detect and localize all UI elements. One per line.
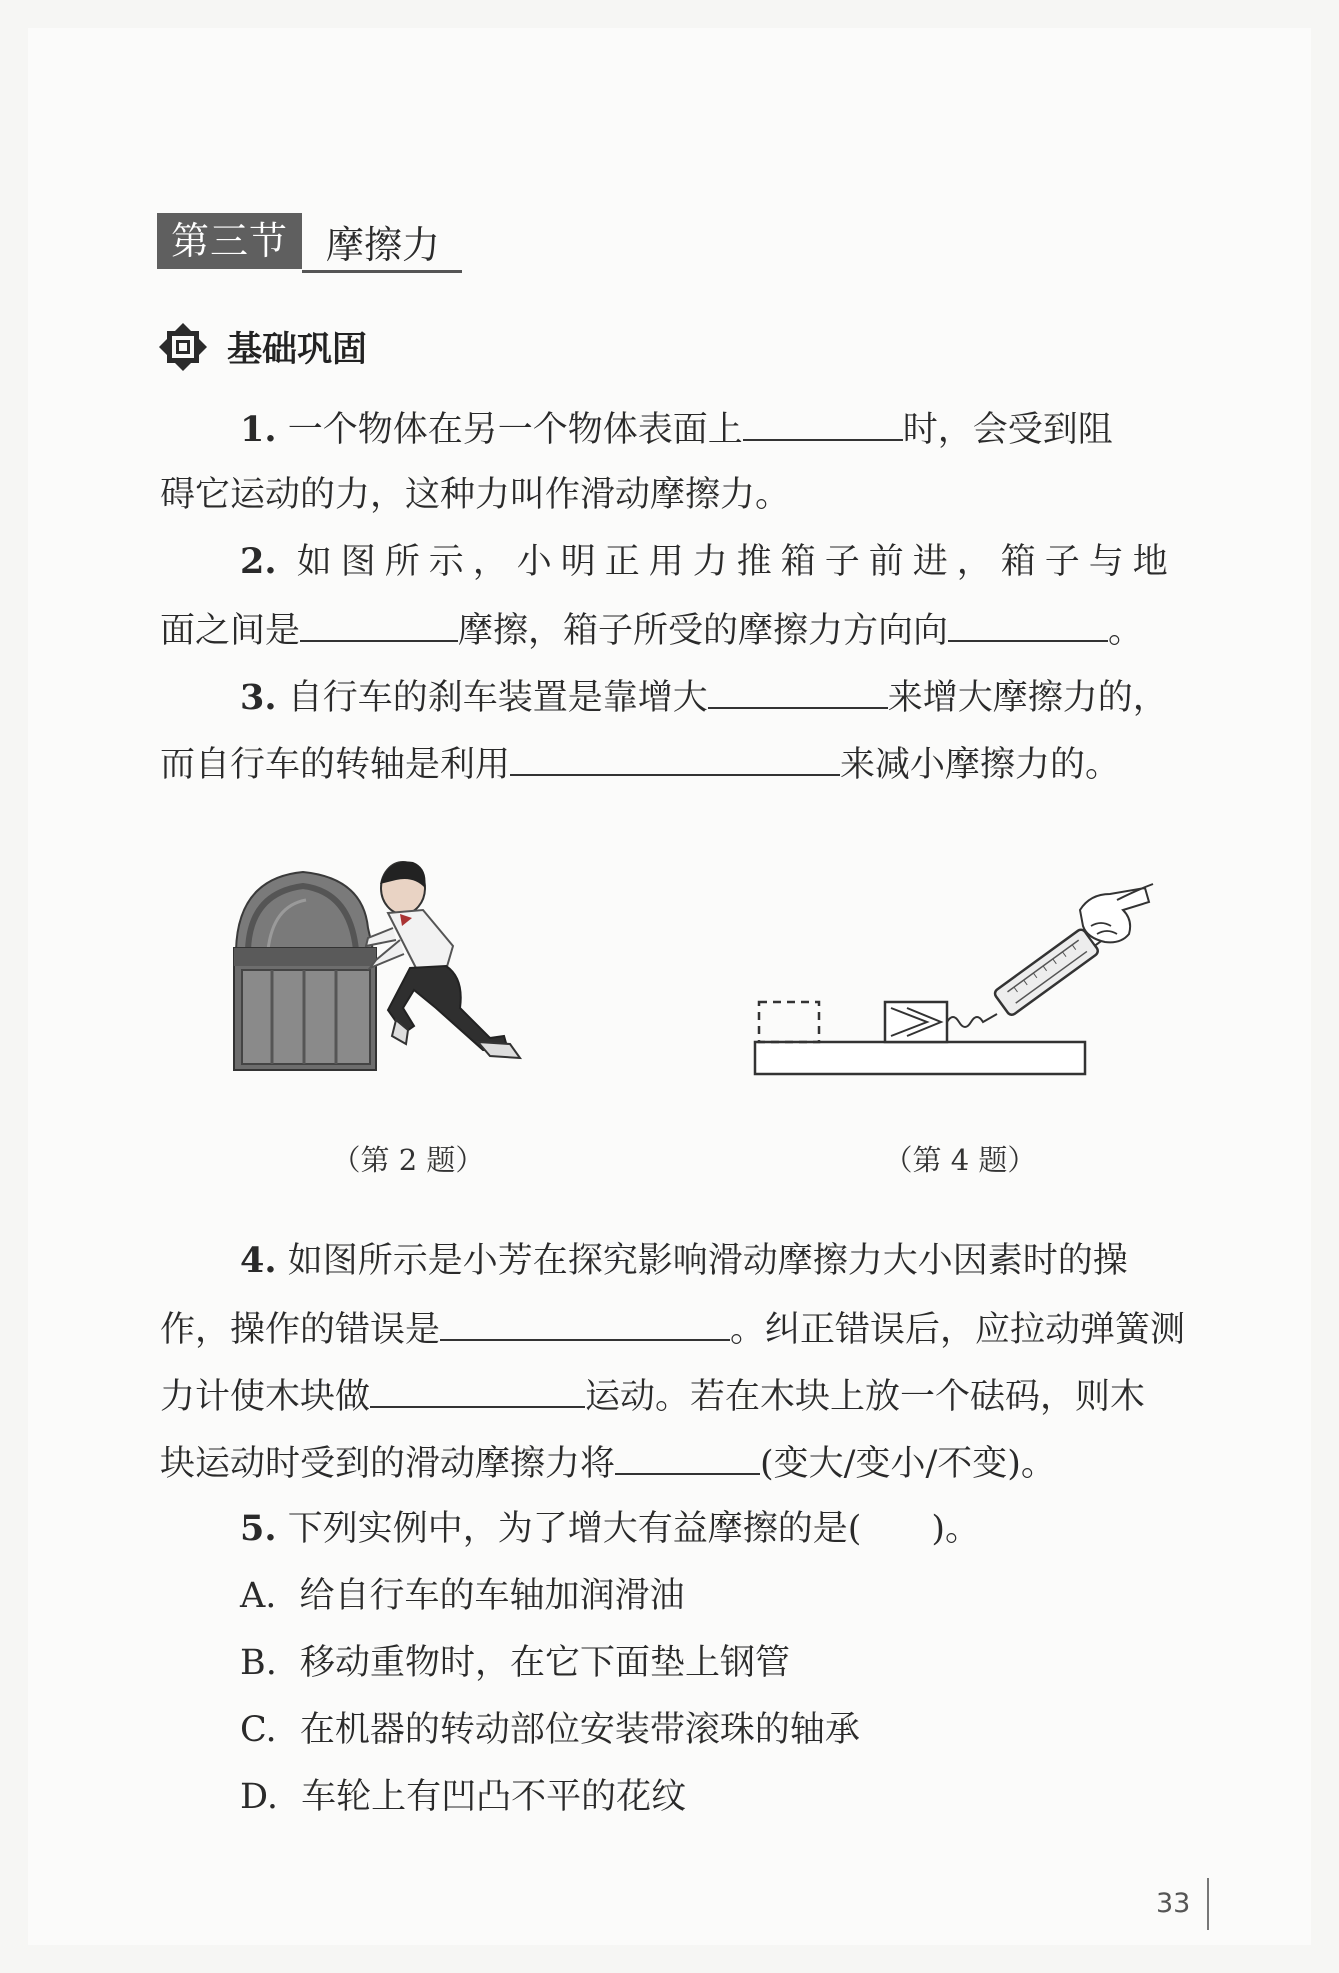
option-c[interactable] (240, 1707, 1290, 1753)
page-number-divider (1207, 1878, 1209, 1930)
option-b[interactable] (240, 1640, 1290, 1686)
question-1-line-2 (160, 472, 1210, 518)
question-5-stem (160, 1506, 1210, 1552)
question-2-text-b: 面之间是 (160, 611, 301, 651)
question-3-line-2 (160, 740, 1210, 788)
question-4-text-e: 运动。若在木块上放一个砝码，则木 (585, 1377, 1146, 1417)
question-4-line-2 (160, 1305, 1210, 1353)
chest-illustration (234, 872, 376, 1070)
question-2-blank-2[interactable] (948, 606, 1108, 642)
question-3-text-d: 来减小摩擦力的。 (840, 745, 1121, 785)
section-title: 摩擦力 (302, 220, 462, 273)
question-4-blank-3[interactable] (615, 1439, 760, 1475)
question-1-text-a: 一个物体在另一个物体表面上 (287, 410, 743, 450)
option-d-text: 车轮上有凹凸不平的花纹 (301, 1777, 687, 1817)
question-2-text-a: 如图所示，小明正用力推箱子前进，箱子与地 (296, 542, 1177, 582)
question-3-blank-1[interactable] (708, 673, 888, 709)
option-c-text: 在机器的转动部位安装带滚珠的轴承 (299, 1710, 860, 1750)
subsection-header (157, 322, 367, 372)
question-4-text-f: 块运动时受到的滑动摩擦力将 (160, 1444, 616, 1484)
question-4-text-a: 如图所示是小芳在探究影响滑动摩擦力大小因素时的操 (287, 1241, 1128, 1281)
hand-illustration (1080, 884, 1153, 942)
question-1-text-b: 时，会受到阻 (902, 410, 1113, 450)
question-3-text-b: 来增大摩擦力的， (887, 678, 1168, 718)
figure-2-caption: （第 2 题） (331, 1143, 485, 1177)
option-d[interactable] (240, 1774, 1290, 1820)
question-4-line-4 (160, 1439, 1210, 1487)
question-2-text-d: 。 (1108, 611, 1144, 651)
question-3-line-1 (160, 673, 1210, 721)
question-2-line-1 (160, 539, 1210, 585)
question-1-blank[interactable] (743, 405, 903, 441)
diamond-square-emblem-icon (157, 321, 209, 373)
boy-illustration (366, 861, 520, 1058)
section-header (157, 213, 462, 269)
question-1-line-1 (160, 405, 1210, 453)
figure-2-illustration (228, 858, 588, 1090)
question-4-text-c: 。纠正错误后，应拉动弹簧测 (730, 1310, 1186, 1350)
option-c-letter: C. (240, 1710, 277, 1750)
option-b-letter: B. (240, 1643, 277, 1683)
question-3-text-c: 而自行车的转轴是利用 (160, 745, 511, 785)
question-4-text-d: 力计使木块做 (160, 1377, 371, 1417)
question-3-text-a: 自行车的刹车装置是靠增大 (287, 678, 708, 718)
question-3-number: 3. (240, 677, 277, 718)
question-2-line-2 (160, 606, 1210, 654)
question-1-text-c: 碍它运动的力，这种力叫作滑动摩擦力。 (160, 475, 791, 515)
question-5-stem-end: )。 (931, 1509, 980, 1549)
option-a-letter: A. (240, 1576, 277, 1616)
question-4-blank-2[interactable] (370, 1372, 585, 1408)
page-number: 33 (1156, 1888, 1191, 1919)
section-number-label: 第三节 (157, 213, 302, 269)
option-a-text: 给自行车的车轴加润滑油 (299, 1576, 685, 1616)
question-2-blank-1[interactable] (300, 606, 458, 642)
question-3-blank-2[interactable] (510, 740, 840, 776)
question-4-text-g: (变大/变小/不变)。 (760, 1444, 1056, 1484)
board-illustration (755, 1042, 1085, 1074)
option-b-text: 移动重物时，在它下面垫上钢管 (300, 1643, 791, 1683)
question-5-number: 5. (240, 1508, 277, 1549)
question-5-stem-text: 下列实例中，为了增大有益摩擦的是( (287, 1509, 862, 1549)
question-1-number: 1. (240, 409, 277, 450)
question-4-line-1 (160, 1238, 1210, 1284)
question-4-line-3 (160, 1372, 1210, 1420)
figure-4-illustration (745, 880, 1165, 1100)
spring-scale-illustration (947, 920, 1111, 1027)
question-4-text-b: 作，操作的错误是 (160, 1310, 441, 1350)
figure-4-caption: （第 4 题） (883, 1143, 1037, 1177)
question-4-blank-1[interactable] (440, 1305, 730, 1341)
option-d-letter: D. (240, 1777, 278, 1817)
dashed-block-outline (759, 1002, 819, 1042)
subsection-title: 基础巩固 (227, 330, 368, 370)
option-a[interactable] (240, 1573, 1290, 1619)
question-4-number: 4. (240, 1240, 277, 1281)
question-2-text-c: 摩擦，箱子所受的摩擦力方向向 (458, 611, 949, 651)
question-2-number: 2. (240, 541, 277, 582)
wooden-block-illustration (885, 1002, 947, 1042)
